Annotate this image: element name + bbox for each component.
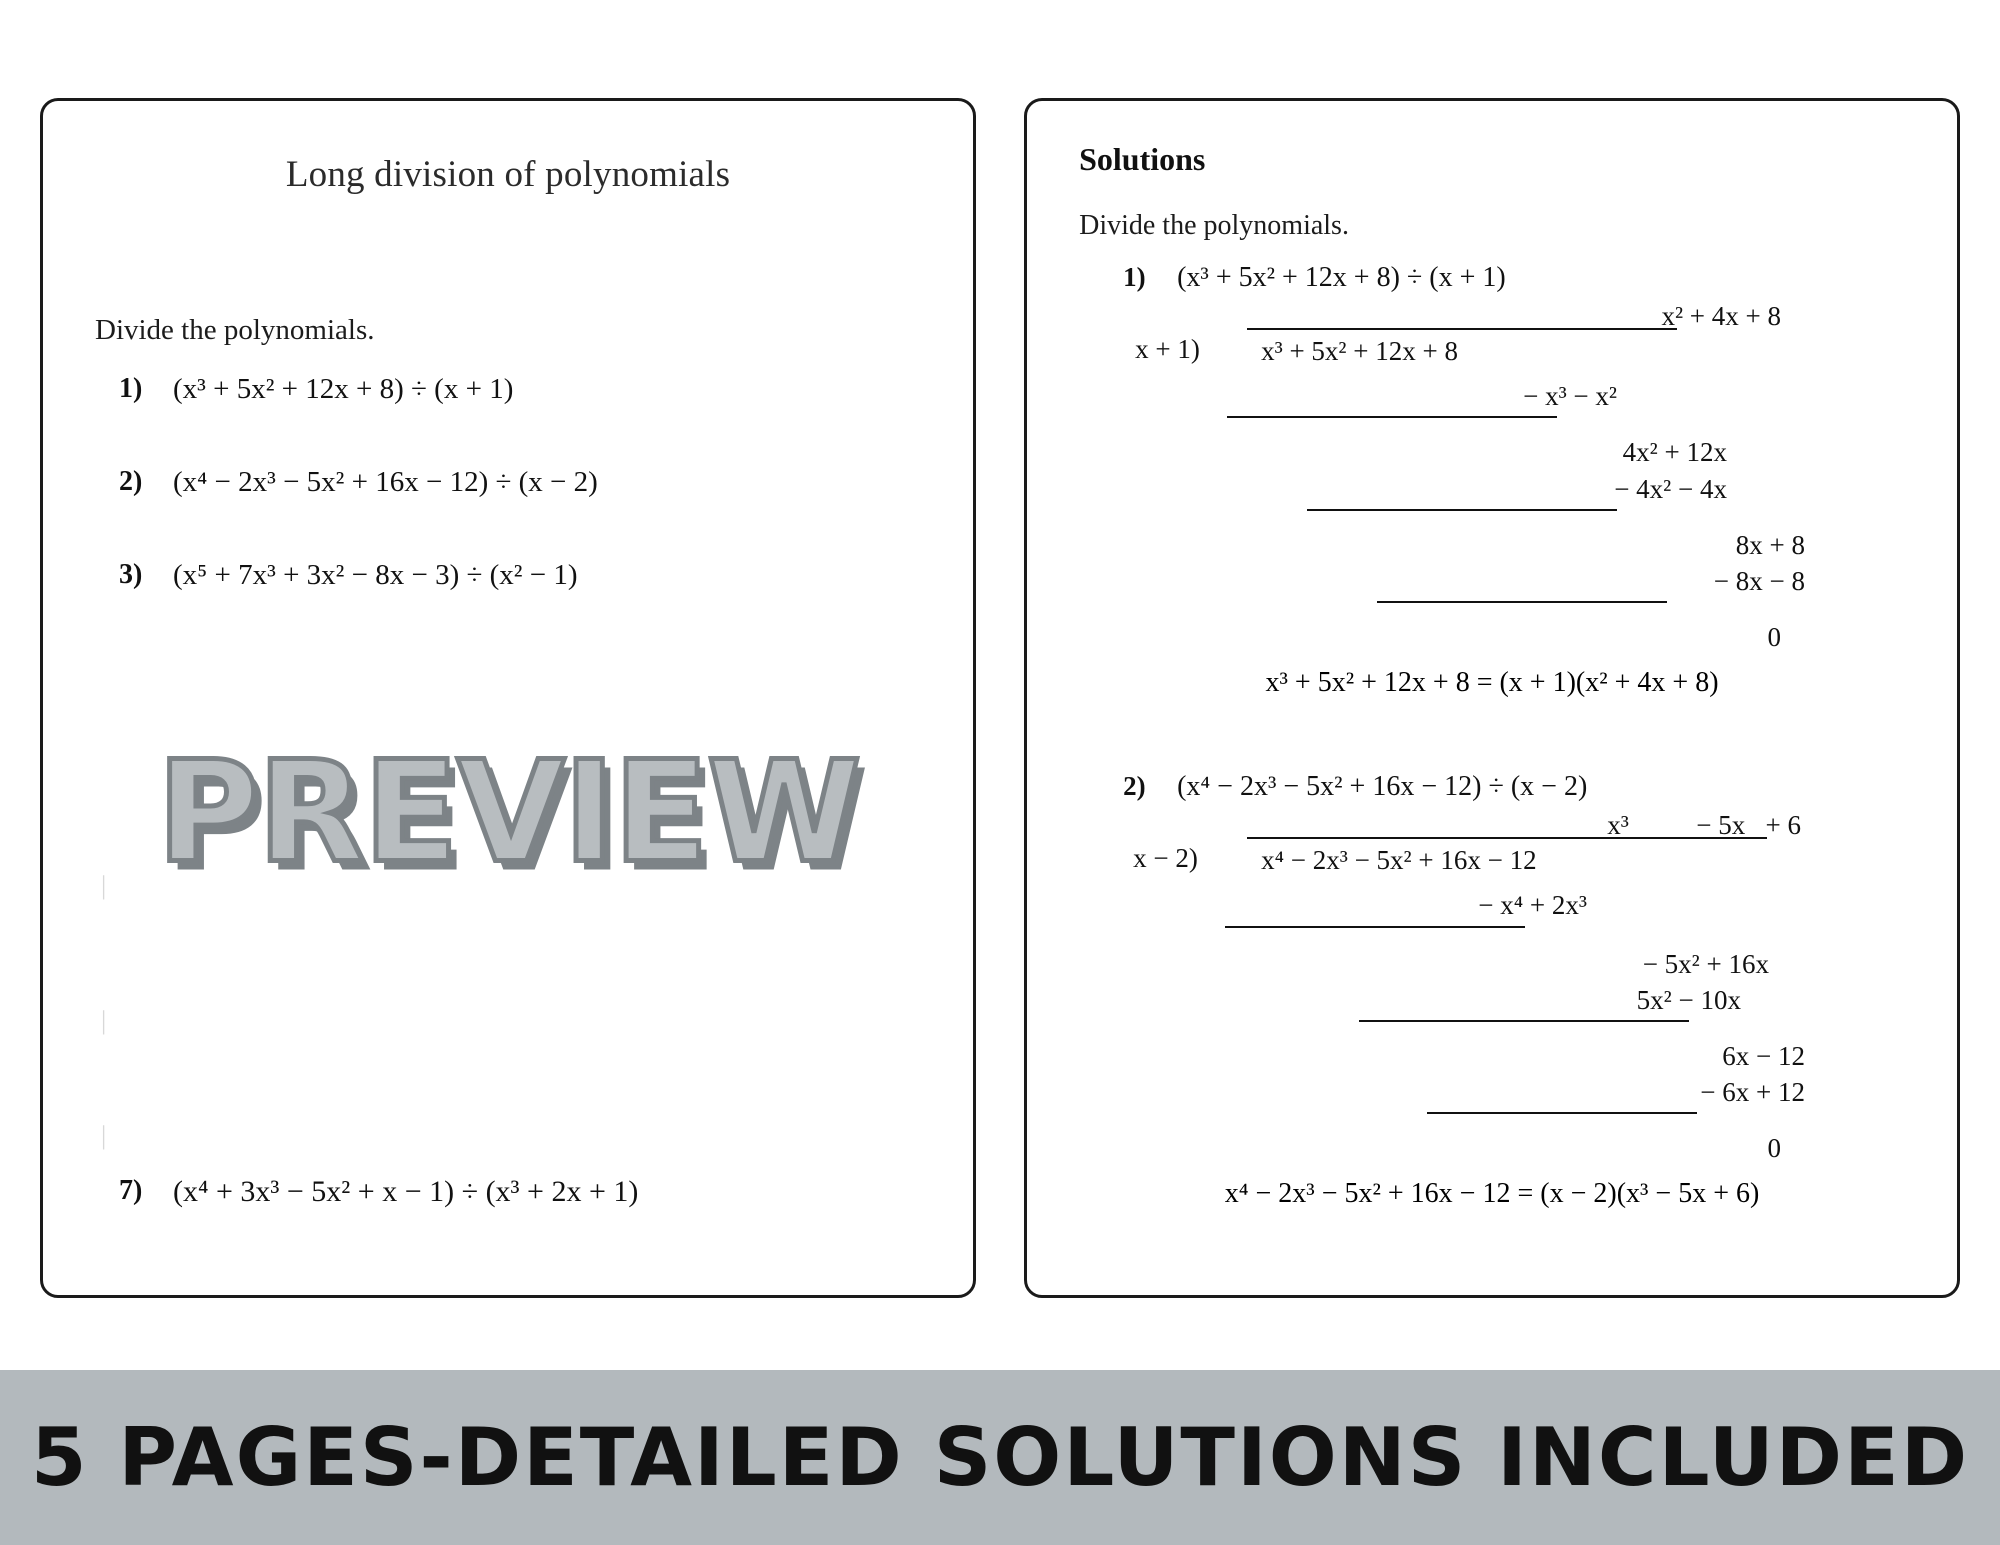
division-bar xyxy=(1247,837,1767,839)
solution-1-step-1: − x³ − x² xyxy=(1523,381,1617,412)
worksheet-question-7 xyxy=(119,1175,638,1209)
solution-item-2 xyxy=(1067,771,1917,1210)
solution-2-step-3: 5x² − 10x xyxy=(1636,984,1741,1015)
solution-1-conclusion: x³ + 5x² + 12x + 8 = (x + 1)(x² + 4x + 8) xyxy=(1265,667,1719,699)
step-rule xyxy=(1225,926,1525,928)
solution-1-step-3: − 4x² − 4x xyxy=(1614,473,1727,504)
solution-number: 1) xyxy=(1123,262,1146,292)
question-expression: (x⁴ − 2x³ − 5x² + 16x − 12) ÷ (x − 2) xyxy=(173,466,598,498)
step-rule xyxy=(1427,1112,1697,1114)
worksheet-title: Long division of polynomials xyxy=(285,154,731,195)
solution-1-step-2: 4x² + 12x xyxy=(1622,437,1727,468)
solution-1-header xyxy=(1123,262,1917,294)
division-bar xyxy=(1247,328,1677,330)
solution-2-step-5: − 6x + 12 xyxy=(1700,1077,1805,1108)
worksheet-question-1 xyxy=(119,373,927,406)
question-number: 2) xyxy=(119,466,143,497)
worksheet-instruction: Divide the polynomials. xyxy=(95,314,375,346)
solution-1-dividend: x³ + 5x² + 12x + 8 xyxy=(1261,336,1458,367)
solution-number: 2) xyxy=(1123,771,1146,802)
worksheet-question-3 xyxy=(119,559,927,592)
question-expression: (x⁵ + 7x³ + 3x² − 8x − 3) ÷ (x² − 1) xyxy=(173,559,578,591)
step-rule xyxy=(1377,601,1667,603)
long-division-2 xyxy=(1127,807,1917,1166)
question-expression: (x⁴ + 3x³ − 5x² + x − 1) ÷ (x³ + 2x + 1) xyxy=(173,1175,639,1208)
long-division-1 xyxy=(1127,298,1917,655)
solution-item-1 xyxy=(1067,262,1917,699)
solution-2-step-1: − x⁴ + 2x³ xyxy=(1478,890,1587,921)
solution-2-header xyxy=(1123,771,1917,803)
solution-1-step-4: 8x + 8 xyxy=(1735,529,1805,560)
preview-watermark: PREVIEW xyxy=(156,731,860,895)
question-number: 7) xyxy=(119,1175,143,1206)
solutions-page xyxy=(1024,98,1960,1298)
solution-1-divisor: x + 1) xyxy=(1135,334,1200,365)
solution-1-step-5: − 8x − 8 xyxy=(1713,565,1805,596)
solution-2-remainder: 0 xyxy=(1767,1133,1781,1164)
worksheet-page: Long division of polynomials Divide the polynomials. 1) (x³ + 5x² + 12x + 8) ÷ (x + 1) 2) (x⁴ − 2x³ − 5x² + 16x − 12) ÷ (x − 2) 3) (x⁵ + 7x³ + 3x² − 8x − 3) ÷ (x² − 1) | | | 7) (x⁴ + 3x³ − 5x² + x − 1) ÷ (x³ + 2x + 1) PREVIEW xyxy=(40,98,976,1298)
worksheet-covered-area xyxy=(89,652,927,932)
solutions-title: Solutions xyxy=(1079,141,1206,177)
solution-2-step-4: 6x − 12 xyxy=(1722,1040,1805,1071)
question-number: 1) xyxy=(119,373,143,404)
solution-problem: (x⁴ − 2x³ − 5x² + 16x − 12) ÷ (x − 2) xyxy=(1177,771,1588,803)
worksheet-question-2 xyxy=(119,466,927,499)
banner-text: 5 PAGES-DETAILED SOLUTIONS INCLUDED xyxy=(30,1411,1970,1504)
worksheet-question-list xyxy=(89,373,927,932)
step-rule xyxy=(1359,1020,1689,1022)
solution-2-step-2: − 5x² + 16x xyxy=(1642,948,1769,979)
solution-1-remainder: 0 xyxy=(1767,622,1781,653)
question-expression: (x³ + 5x² + 12x + 8) ÷ (x + 1) xyxy=(173,373,514,405)
solution-problem: (x³ + 5x² + 12x + 8) ÷ (x + 1) xyxy=(1177,262,1506,293)
solution-2-conclusion: x⁴ − 2x³ − 5x² + 16x − 12 = (x − 2)(x³ − 5x + 6) xyxy=(1224,1178,1760,1210)
solution-2-quotient: x³ − 5x + 6 xyxy=(1607,810,1801,841)
step-rule xyxy=(1227,416,1557,418)
solution-2-divisor: x − 2) xyxy=(1133,843,1198,874)
solutions-instruction: Divide the polynomials. xyxy=(1079,210,1349,241)
bottom-banner xyxy=(0,1370,2000,1545)
solution-1-quotient: x² + 4x + 8 xyxy=(1661,301,1781,331)
question-number: 3) xyxy=(119,559,143,590)
solution-2-dividend: x⁴ − 2x³ − 5x² + 16x − 12 xyxy=(1261,845,1537,876)
step-rule xyxy=(1307,509,1617,511)
